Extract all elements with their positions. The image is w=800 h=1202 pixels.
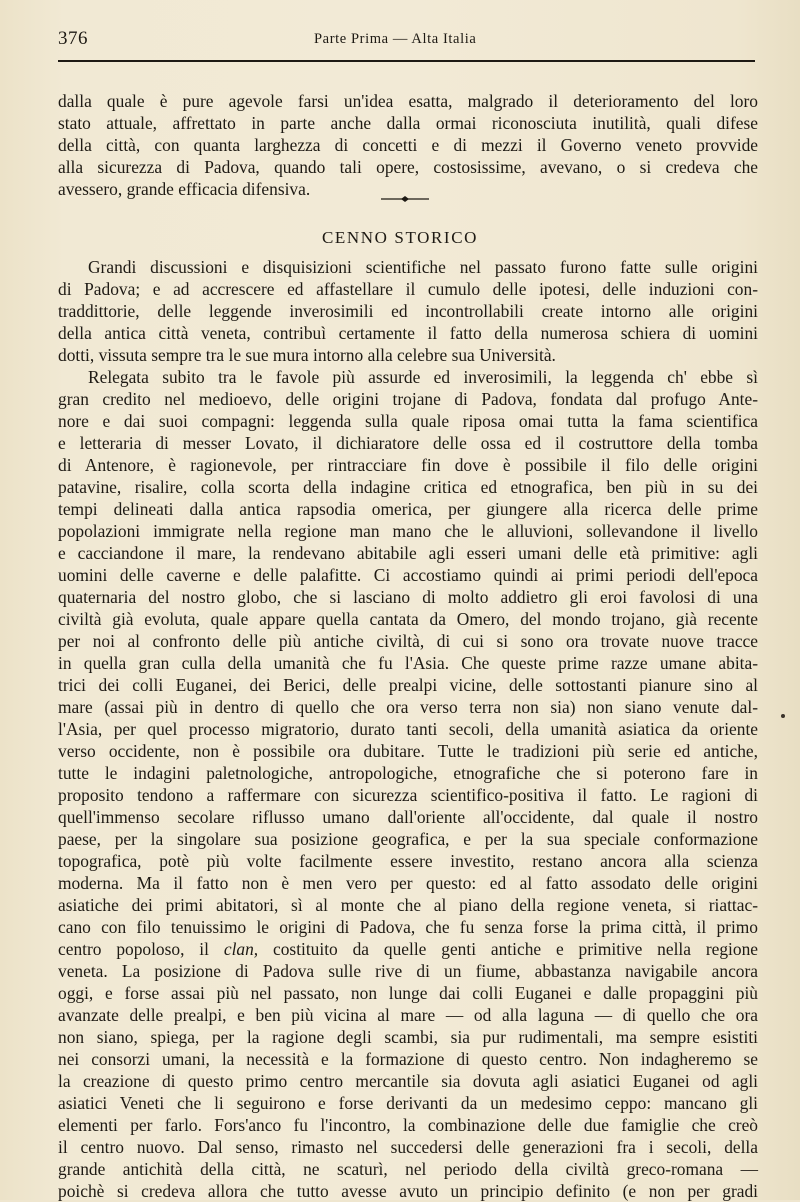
text-line: trici dei colli Euganei, dei Berici, delle prealpi vicine, delle sottostanti pianure sino al [58, 675, 758, 695]
header-rule [58, 60, 755, 62]
text-line: della città, con quanta larghezza di concetti e di mezzi il Governo veneto provvide [58, 135, 758, 155]
text-line: dalla quale è pure agevole farsi un'idea esatta, malgrado il deterioramento del loro [58, 91, 758, 111]
text-line: asiatiche dei primi abitatori, sì al monte che al piano della regione veneta, si riattac- [58, 895, 758, 915]
text-line [58, 938, 758, 960]
text-line: la creazione di questo primo centro mercantile sia dovuta agli asiatici Euganei od agli [58, 1071, 758, 1091]
section-divider-ornament [380, 192, 430, 206]
text-line: elementi per farlo. Fors'anco fu l'incontro, la combinazione delle due famiglie che creò [58, 1115, 758, 1135]
running-title: Parte Prima — Alta Italia [314, 31, 477, 47]
text-line: patavine, risalire, colla scorta della indagine critica ed etnografica, ben più in su dei [58, 477, 758, 497]
italic-term: clan, [223, 939, 259, 959]
text-line: Relegata subito tra le favole più assurde ed inverosimili, la leggenda ch' ebbe sì [88, 367, 758, 387]
text-line: per noi al confronto delle più antiche civiltà, di cui si sono ora trovate nuove tracce [58, 631, 758, 651]
text-line: veneta. La posizione di Padova sulle rive di un fiume, abbastanza navigabile ancora [58, 961, 758, 981]
text-line: non siano, spiega, per la ragione degli scambi, sia pur rudimentali, ma sempre esistiti [58, 1027, 758, 1047]
text-line: quell'immenso secolare riflusso umano dall'oriente all'occidente, dal quale il nostro [58, 807, 758, 827]
text-line: moderna. Ma il fatto non è men vero per questo: ed al fatto assodato delle origini [58, 873, 758, 893]
text-line: topografica, potè più volte facilmente essere investito, restano ancora alla scienza [58, 851, 758, 871]
text-line: in quella gran culla della umanità che fu l'Asia. Che queste prime razze umane abita- [58, 653, 758, 673]
text-line: dotti, vissuta sempre tra le sue mura intorno alla celebre sua Università. [58, 345, 556, 365]
text-line: traddittorie, delle leggende inverosimili ed incontrollabili create intorno alle origini [58, 301, 758, 321]
body-paragraph-1 [58, 256, 758, 366]
text-line: e cacciandone il mare, la rendevano abitabile agli esseri umani delle età primitive: agli [58, 543, 758, 563]
text-line: il centro nuovo. Dal senso, rimasto nel succedersi delle generazioni fra i secoli, della [58, 1137, 758, 1157]
text-line: gran credito nel medioevo, delle origini trojane di Padova, fondata dal profugo Ante- [58, 389, 758, 409]
text-line: della antica città veneta, contribuì certamente il fatto della numerosa schiera di uomini [58, 323, 758, 343]
text-fragment: costituito da quelle genti antiche e primitive nella regione [258, 939, 758, 959]
intro-paragraph [58, 90, 758, 200]
text-line: avanzate delle prealpi, e ben più vicina al mare — od alla laguna — di quello che ora [58, 1005, 758, 1025]
text-line: tempi delineati dalla antica rapsodia omerica, per giungere alla ricerca delle prime [58, 499, 758, 519]
page-header [58, 28, 755, 54]
section-title: CENNO STORICO [321, 228, 479, 247]
text-line: paese, per la singolare sua posizione geografica, e per la sua speciale conformazione [58, 829, 758, 849]
text-line: asiatici Veneti che li seguirono e forse derivanti da un medesimo ceppo: mancano gli [58, 1093, 758, 1113]
text-line: alla sicurezza di Padova, quando tali opere, costosissime, avevano, o si credeva che [58, 157, 758, 177]
text-line: di Antenore, è ragionevole, per rintracciare fin dove è possibile il filo delle origini [58, 455, 758, 475]
text-line: proposito tendono a raffermare con sicurezza scientifico-positiva il fatto. Le ragioni di [58, 785, 758, 805]
text-line: nore e dai suoi compagni: leggenda sulla quale riposa omai tutta la fama scientifica [58, 411, 758, 431]
text-line: tutte le indagini paletnologiche, antropologiche, etnografiche che si poterono fare in [58, 763, 758, 783]
text-line: avessero, grande efficacia difensiva. [58, 179, 311, 199]
text-line: nei consorzi umani, la necessità e la formazione di questo centro. Non indagheremo se [58, 1049, 758, 1069]
margin-mark [781, 714, 785, 718]
text-line: poichè si credeva allora che tutto avesse avuto un principio definito (e non per gradi [58, 1181, 758, 1201]
text-line: Grandi discussioni e disquisizioni scientifiche nel passato furono fatte sulle origini [88, 257, 758, 277]
text-line: stato attuale, affrettato in parte anche dalla ormai riconosciuta inutilità, quali difese [58, 113, 758, 133]
text-line: e letteraria di messer Lovato, il dichiaratore delle ossa ed il costruttore della tomba [58, 433, 758, 453]
page-number: 376 [58, 28, 88, 49]
text-line: uomini delle caverne e delle palafitte. Ci accostiamo quindi ai primi periodi dell'epoca [58, 565, 758, 585]
text-line: popolazioni immigrate nella regione man mano che le alluvioni, sollevandone il livello [58, 521, 758, 541]
text-fragment: centro popoloso, il [58, 939, 224, 959]
body-paragraph-2 [58, 366, 758, 1202]
text-line: civiltà già evoluta, quale appare quella cantata da Omero, del mondo trojano, già recente [58, 609, 758, 629]
text-line: cano con filo tenuissimo le origini di Padova, che fu senza forse la prima città, il primo [58, 917, 758, 937]
text-line: mare (assai più in dentro di quello che ora verso terra non sia) non siano venute dal- [58, 697, 758, 717]
text-line: l'Asia, per quel processo migratorio, durato tanti secoli, della umanità asiatica da oriente [58, 719, 758, 739]
text-line: oggi, e forse assai più nel passato, non lunge dai colli Euganei e dalle propaggini più [58, 983, 758, 1003]
text-line: verso occidente, non è possibile ora dubitare. Tutte le tradizioni più serie ed antiche, [58, 741, 758, 761]
text-line: grande antichità della città, ne scaturì, nel periodo della civiltà greco-romana — [58, 1159, 758, 1179]
text-line: di Padova; e ad accrescere ed affastellare il cumulo delle ipotesi, delle induzioni con- [58, 279, 758, 299]
text-line: quaternaria del nostro globo, che si lasciano di molto addietro gli eroi favolosi di una [58, 587, 758, 607]
